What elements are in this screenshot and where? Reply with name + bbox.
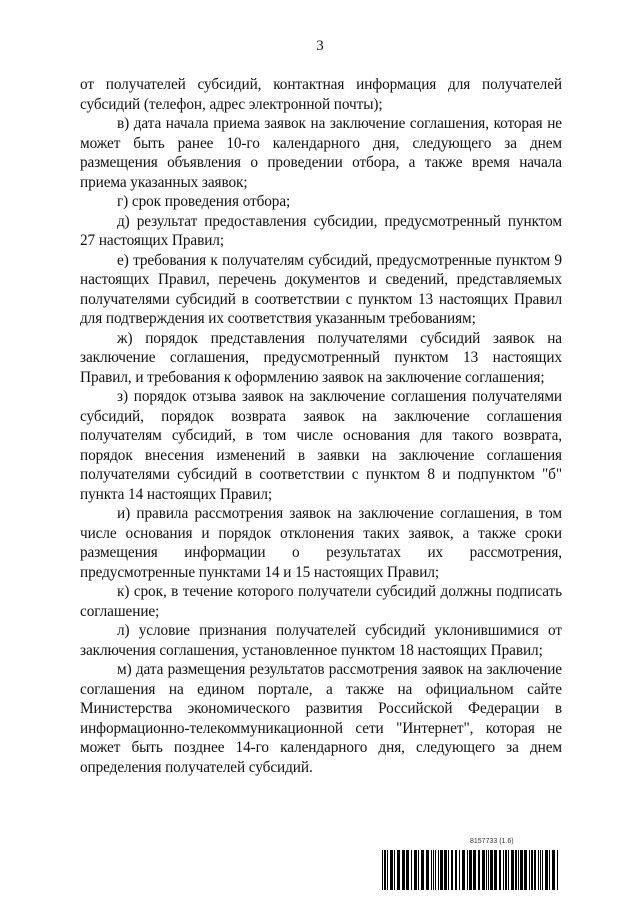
barcode-bar <box>488 850 489 890</box>
barcode-bar <box>490 850 493 890</box>
barcode-bar <box>421 850 424 890</box>
barcode-label: 8157733 (1.6) <box>470 838 514 845</box>
barcode-bar <box>438 850 439 890</box>
barcode-bar <box>469 850 472 890</box>
barcode-bar <box>534 850 536 890</box>
barcode-bar <box>478 850 480 890</box>
barcode-bar <box>411 850 412 890</box>
barcode-bar <box>384 850 386 890</box>
barcode-bar <box>390 850 393 890</box>
barcode-bar <box>444 850 447 890</box>
paragraph-v: в) дата начала приема заявок на заключение соглашения, которая не может быть ранее 10-го календарного дня, следующего за днем размещения объявления о проведении отбора, а также время начала приема указанных заявок; <box>80 115 562 191</box>
barcode-bar <box>433 850 434 890</box>
barcode-bar <box>494 850 497 890</box>
document-body <box>80 75 562 777</box>
barcode-bar <box>462 850 465 890</box>
barcode-bar <box>455 850 457 890</box>
barcode-bar <box>440 850 443 890</box>
barcode-bar <box>540 850 541 890</box>
barcode-bar <box>402 850 405 890</box>
barcode-bar <box>505 850 507 890</box>
paragraph-k: к) срок, в течение которого получатели субсидий должны подписать соглашение; <box>80 583 562 620</box>
paragraph-zh: ж) порядок представления получателями субсидий заявок на заключение соглашения, предусмотренный пунктом 13 настоящих Правил, и требования к оформлению заявок на заключение соглашения; <box>80 329 562 386</box>
barcode-bar <box>499 850 501 890</box>
barcode-bar <box>451 850 453 890</box>
barcode-bar <box>473 850 476 890</box>
barcode-bar <box>387 850 388 890</box>
barcode-bar <box>482 850 485 890</box>
paragraph-continuation: от получателей субсидий, контактная информация для получателей субсидий (телефон, адрес электронной почты); <box>80 76 562 113</box>
barcode-bar <box>426 850 429 890</box>
barcode-bar <box>382 850 383 890</box>
barcode-bar <box>545 850 548 890</box>
barcode-bar <box>531 850 533 890</box>
barcode-bar <box>538 850 539 890</box>
barcode-bar <box>515 850 517 890</box>
barcode-bar <box>394 850 395 890</box>
barcode-bar <box>511 850 514 890</box>
page-number: 3 <box>316 38 324 54</box>
barcode-bar <box>435 850 436 890</box>
barcode-bar <box>542 850 543 890</box>
barcode-bar <box>549 850 550 890</box>
barcode-bar <box>557 850 558 890</box>
barcode-bar <box>529 850 530 890</box>
paragraph-i: и) правила рассмотрения заявок на заключение соглашения, в том числе основания и порядок отклонения таких заявок, а также сроки размещения информации о результатах их рассмотрения, предусмотренные пунктами 14 и 15 настоящих Правил; <box>80 505 562 581</box>
barcode-bar <box>406 850 409 890</box>
barcode-bar <box>503 850 504 890</box>
barcode-bar <box>418 850 419 890</box>
barcode-bar <box>414 850 417 890</box>
barcode-image <box>382 850 560 890</box>
paragraph-d: д) результат предоставления субсидии, предусмотренный пунктом 27 настоящих Правил; <box>80 212 562 249</box>
paragraph-g: г) срок проведения отбора; <box>117 193 291 210</box>
barcode-bar <box>508 850 509 890</box>
barcode-bar <box>520 850 523 890</box>
paragraph-l: л) условие признания получателей субсидий уклонившимися от заключения соглашения, установленное пунктом 18 настоящих Правил; <box>80 622 562 659</box>
barcode-bar <box>467 850 468 890</box>
barcode-bar <box>524 850 527 890</box>
barcode-bar <box>448 850 449 890</box>
paragraph-z: з) порядок отзыва заявок на заключение соглашения получателями субсидий, порядок возврата заявок на заключение соглашения получателям субсидий, в том числе основания для такого возврата, порядок внесения изменений в заявки на заключение соглашения получателями субсидий в соответствии с пунктом 8 и подпунктом "б" пункта 14 настоящих Правил; <box>80 388 562 503</box>
barcode-bar <box>397 850 400 890</box>
barcode-bar <box>431 850 432 890</box>
barcode-bar <box>518 850 519 890</box>
barcode-bar <box>552 850 555 890</box>
paragraph-m: м) дата размещения результатов рассмотрения заявок на заключение соглашения на едином портале, а также на официальном сайте Министерства экономического развития Российской Федерации в информационно-телекоммуникационной сети "Интернет", которая не может быть позднее 14-го календарного дня, следующего за днем определения получателей субсидий. <box>80 661 562 776</box>
paragraph-e: е) требования к получателям субсидий, предусмотренные пунктом 9 настоящих Правил, перечень документов и сведений, представляемых получателями субсидий в соответствии с пунктом 13 настоящих Правил для подтверждения их соответствия указанным требованиям; <box>80 251 562 327</box>
barcode-bar <box>486 850 487 890</box>
barcode-bar <box>459 850 460 890</box>
